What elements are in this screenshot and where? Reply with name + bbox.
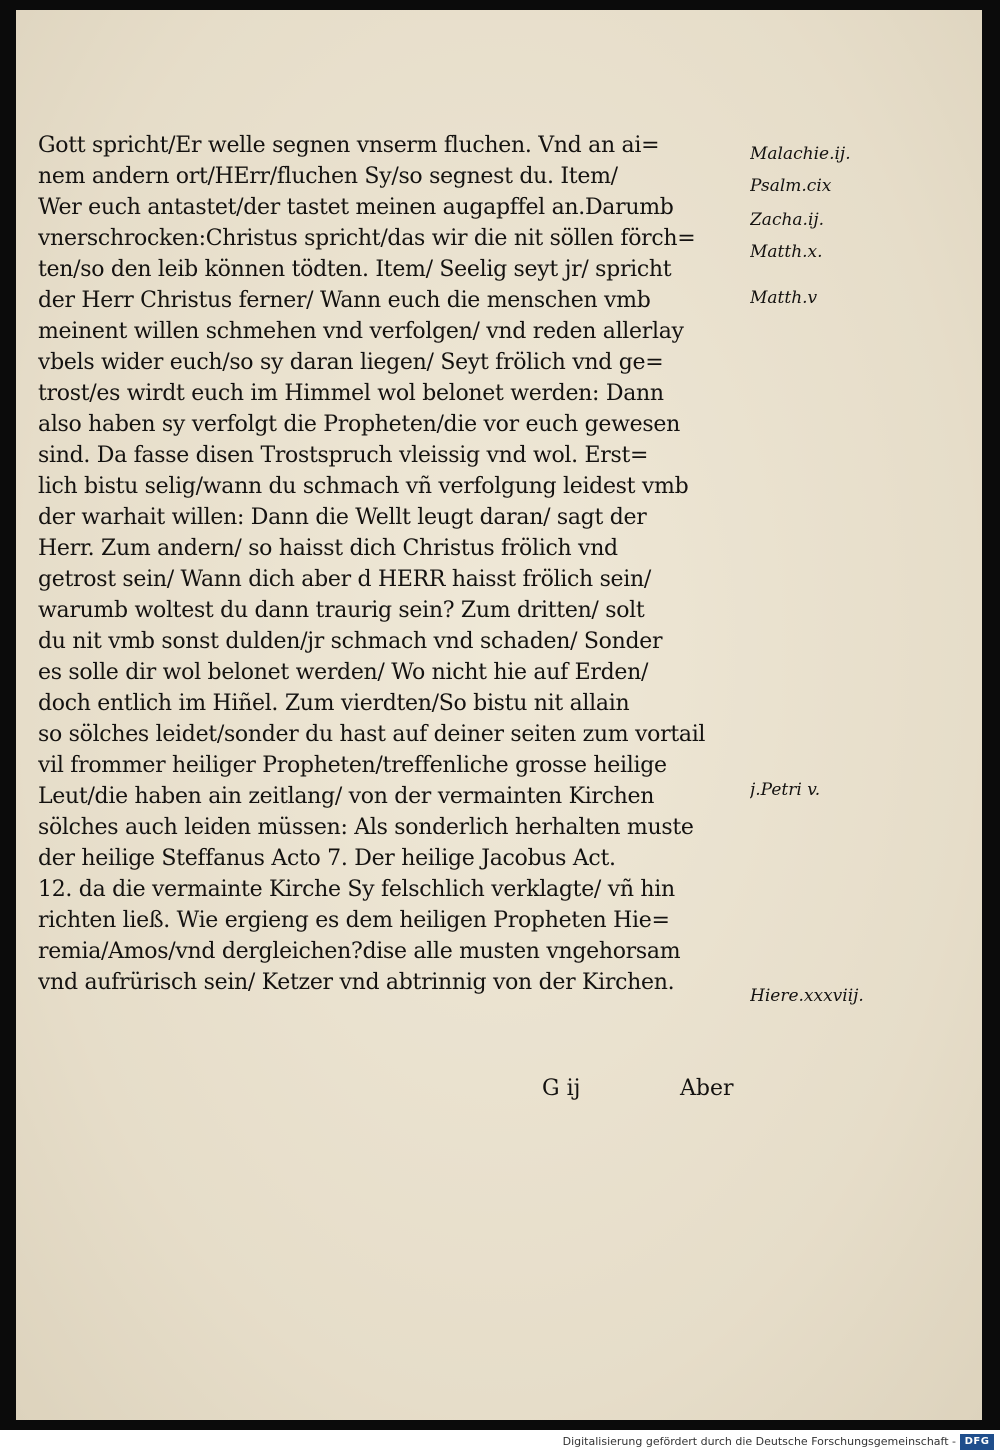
text-line: remia/Amos/vnd dergleichen?dise alle musten vngehorsam	[38, 939, 681, 964]
text-line: warumb woltest du dann traurig sein? Zum dritten/ solt	[38, 598, 645, 623]
signature-mark: G ij	[542, 1076, 581, 1101]
text-line: Leut/die haben ain zeitlang/ von der vermainten Kirchen	[38, 784, 655, 809]
margin-note-malachie: Malachie.ij.	[750, 144, 851, 164]
text-line: du nit vmb sonst dulden/jr schmach vnd schaden/ Sonder	[38, 629, 663, 654]
text-line: sind. Da fasse disen Trostspruch vleissig vnd wol. Erst=	[38, 443, 649, 468]
margin-note-matth-x: Matth.x.	[750, 242, 823, 262]
catchword: Aber	[680, 1076, 734, 1101]
text-line: vnerschrocken:Christus spricht/das wir die nit söllen förch=	[38, 226, 696, 251]
text-line: trost/es wirdt euch im Himmel wol belonet werden: Dann	[38, 381, 664, 406]
digitization-credit: Digitalisierung gefördert durch die Deutsche Forschungsgemeinschaft -	[562, 1435, 956, 1448]
text-line: vbels wider euch/so sy daran liegen/ Seyt frölich vnd ge=	[38, 350, 664, 375]
digitization-bar	[0, 1430, 1000, 1455]
text-line: meinent willen schmehen vnd verfolgen/ vnd reden allerlay	[38, 319, 684, 344]
text-line: der Herr Christus ferner/ Wann euch die menschen vmb	[38, 288, 651, 313]
text-line: vil frommer heiliger Propheten/treffenliche grosse heilige	[38, 753, 667, 778]
text-line: ten/so den leib können tödten. Item/ Seelig seyt jr/ spricht	[38, 257, 672, 282]
text-line: doch entlich im Hiñel. Zum vierdten/So bistu nit allain	[38, 691, 630, 716]
text-line: Wer euch antastet/der tastet meinen augapffel an.Darumb	[38, 195, 674, 220]
text-line: 12. da die vermainte Kirche Sy felschlich verklagte/ vñ hin	[38, 877, 675, 902]
text-line: nem andern ort/HErr/fluchen Sy/so segnest du. Item/	[38, 164, 618, 189]
text-line: Herr. Zum andern/ so haisst dich Christus frölich vnd	[38, 536, 618, 561]
text-line: Gott spricht/Er welle segnen vnserm fluchen. Vnd an ai=	[38, 133, 660, 158]
margin-note-petri: j.Petri v.	[750, 780, 821, 800]
margin-note-matth-v: Matth.v	[750, 288, 818, 308]
text-line: richten ließ. Wie ergieng es dem heiligen Propheten Hie=	[38, 908, 670, 933]
dfg-logo: DFG	[960, 1434, 994, 1450]
margin-note-hiere: Hiere.xxxviij.	[750, 986, 864, 1006]
text-line: es solle dir wol belonet werden/ Wo nicht hie auf Erden/	[38, 660, 649, 685]
book-page	[16, 10, 982, 1420]
margin-note-zacha: Zacha.ij.	[750, 210, 825, 230]
margin-note-psalm: Psalm.cix	[750, 176, 832, 196]
text-line: also haben sy verfolgt die Propheten/die vor euch gewesen	[38, 412, 680, 437]
text-line: der warhait willen: Dann die Wellt leugt daran/ sagt der	[38, 505, 647, 530]
text-line: getrost sein/ Wann dich aber d HERR haisst frölich sein/	[38, 567, 651, 592]
text-line: sölches auch leiden müssen: Als sonderlich herhalten muste	[38, 815, 694, 840]
text-line: vnd aufrürisch sein/ Ketzer vnd abtrinnig von der Kirchen.	[38, 970, 675, 995]
body-text-block	[38, 130, 758, 998]
text-line: so sölches leidet/sonder du hast auf deiner seiten zum vortail	[38, 722, 706, 747]
text-line: der heilige Steffanus Acto 7. Der heilige Jacobus Act.	[38, 846, 616, 871]
text-line: lich bistu selig/wann du schmach vñ verfolgung leidest vmb	[38, 474, 689, 499]
